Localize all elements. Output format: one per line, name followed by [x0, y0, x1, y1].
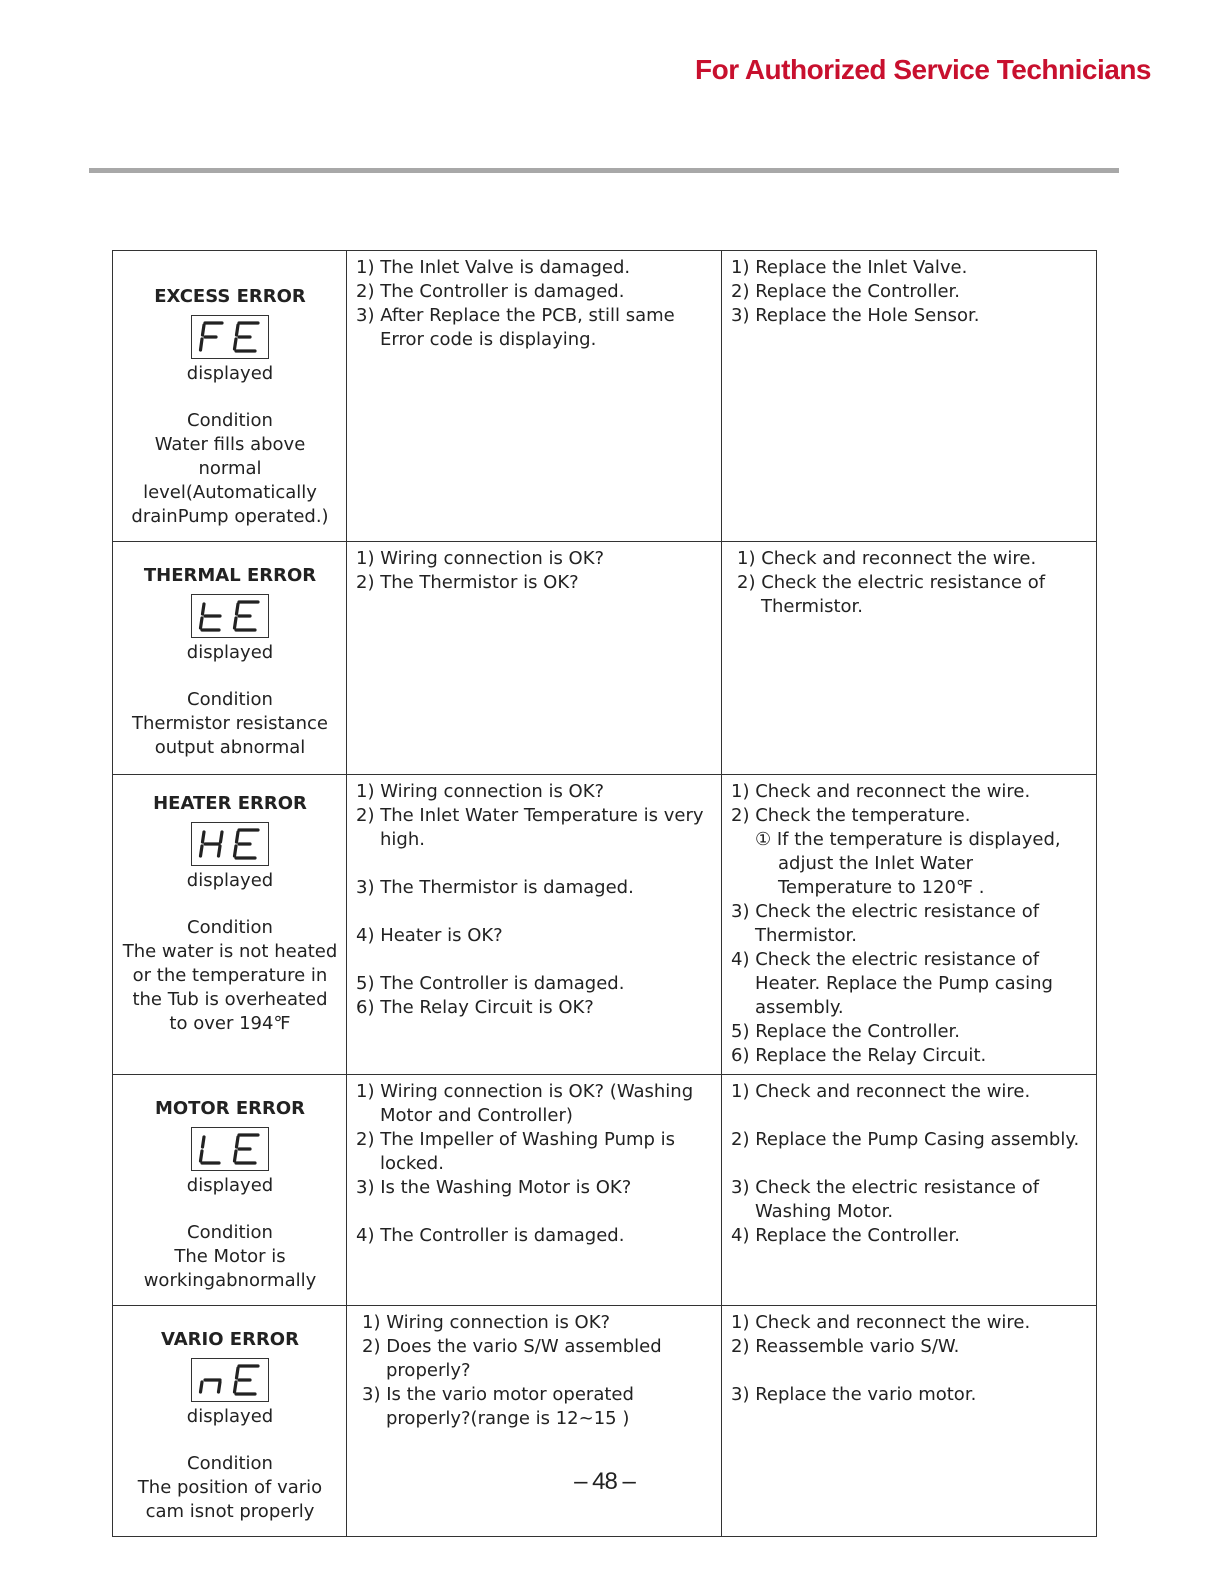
action-item: 1) Check and reconnect the wire. — [731, 1081, 1031, 1102]
cause-item: 3) Is the Washing Motor is OK? — [356, 1177, 632, 1198]
cause-item: 1) Wiring connection is OK? — [356, 548, 605, 569]
display-caption: displayed — [186, 1175, 274, 1196]
action-item: 3) Replace the Hole Sensor. — [731, 305, 980, 326]
condition-label: Condition — [187, 689, 273, 710]
condition-label: Condition — [187, 410, 273, 431]
display-caption: displayed — [186, 870, 274, 891]
cause-item: 2) The Controller is damaged. — [356, 281, 625, 302]
cause-item: 6) The Relay Circuit is OK? — [356, 997, 594, 1018]
action-item: 1) Check and reconnect the wire. — [737, 548, 1037, 569]
spacer — [731, 1104, 1088, 1128]
condition-text: Water fills above normal level(Automatically drainPump operated.) — [131, 434, 329, 527]
cause-item: 3) The Thermistor is damaged. — [356, 877, 634, 898]
seven-segment-display-icon — [191, 1358, 269, 1402]
troubleshooting-table — [112, 250, 1097, 1537]
condition-label: Condition — [187, 917, 273, 938]
cause-item: 2) The Impeller of Washing Pump is locked. — [356, 1129, 676, 1174]
action-cell — [722, 251, 1097, 542]
cause-item: 2) The Thermistor is OK? — [356, 572, 579, 593]
display-caption: displayed — [186, 1406, 274, 1427]
action-item: 2) Check the electric resistance of Thermistor. — [737, 572, 1046, 617]
action-item: 2) Replace the Controller. — [731, 281, 960, 302]
spacer — [731, 1359, 1088, 1383]
error-cell — [113, 775, 347, 1075]
action-item: 2) Replace the Pump Casing assembly. — [731, 1129, 1080, 1150]
error-cell — [113, 542, 347, 775]
error-title: HEATER ERROR — [153, 793, 307, 814]
cause-item: 2) The Inlet Water Temperature is very high. — [356, 805, 704, 850]
seven-segment-display-icon — [191, 594, 269, 638]
action-subitem: ① If the temperature is displayed, adjust the Inlet Water Temperature to 120℉ . — [755, 829, 1061, 898]
page-number: – 48 – — [574, 1468, 635, 1495]
spacer — [356, 948, 713, 972]
condition-text: The Motor is workingabnormally — [143, 1246, 317, 1291]
action-item: 2) Check the temperature. — [731, 805, 971, 826]
spacer — [356, 1200, 713, 1224]
error-title: VARIO ERROR — [161, 1329, 299, 1350]
action-item: 4) Check the electric resistance of Heater. Replace the Pump casing assembly. — [731, 949, 1053, 1018]
seven-segment-display-icon — [191, 1127, 269, 1171]
cause-item: 1) Wiring connection is OK? — [356, 781, 605, 802]
cause-item: 1) Wiring connection is OK? — [362, 1312, 611, 1333]
cause-item: 3) After Replace the PCB, still same Error code is displaying. — [356, 305, 675, 350]
action-cell — [722, 1306, 1097, 1537]
error-title: EXCESS ERROR — [154, 286, 306, 307]
cause-cell — [347, 775, 722, 1075]
condition-label: Condition — [187, 1453, 273, 1474]
action-item: 1) Check and reconnect the wire. — [731, 1312, 1031, 1333]
table-row — [113, 1075, 1097, 1306]
action-cell — [722, 775, 1097, 1075]
error-cell — [113, 1306, 347, 1537]
cause-item: 2) Does the vario S/W assembled properly? — [362, 1336, 662, 1381]
table-row — [113, 775, 1097, 1075]
action-cell — [722, 542, 1097, 775]
display-caption: displayed — [186, 363, 274, 384]
cause-item: 3) Is the vario motor operated properly?(range is 12~15 ) — [362, 1384, 634, 1429]
table-row — [113, 251, 1097, 542]
action-item: 3) Check the electric resistance of Thermistor. — [731, 901, 1040, 946]
action-item: 5) Replace the Controller. — [731, 1021, 960, 1042]
cause-cell — [347, 251, 722, 542]
error-title: THERMAL ERROR — [143, 565, 317, 586]
condition-text: The water is not heated or the temperature in the Tub is overheated to over 194℉ — [122, 941, 338, 1034]
table-row — [113, 1306, 1097, 1537]
page-header-title: For Authorized Service Technicians — [694, 54, 1151, 85]
action-cell — [722, 1075, 1097, 1306]
action-item: 2) Reassemble vario S/W. — [731, 1336, 960, 1357]
cause-item: 1) The Inlet Valve is damaged. — [356, 257, 631, 278]
error-cell — [113, 251, 347, 542]
cause-cell — [347, 542, 722, 775]
condition-text: The position of vario cam isnot properly — [137, 1477, 323, 1522]
display-caption: displayed — [186, 642, 274, 663]
cause-cell — [347, 1075, 722, 1306]
condition-label: Condition — [187, 1222, 273, 1243]
table-row — [113, 542, 1097, 775]
cause-item: 4) The Controller is damaged. — [356, 1225, 625, 1246]
action-item: 6) Replace the Relay Circuit. — [731, 1045, 987, 1066]
action-item: 1) Check and reconnect the wire. — [731, 781, 1031, 802]
seven-segment-display-icon — [191, 315, 269, 359]
cause-item: 1) Wiring connection is OK? (Washing Motor and Controller) — [356, 1081, 694, 1126]
cause-item: 5) The Controller is damaged. — [356, 973, 625, 994]
action-item: 1) Replace the Inlet Valve. — [731, 257, 968, 278]
spacer — [731, 1152, 1088, 1176]
seven-segment-display-icon — [191, 822, 269, 866]
error-cell — [113, 1075, 347, 1306]
action-item: 4) Replace the Controller. — [731, 1225, 960, 1246]
condition-text: Thermistor resistance output abnormal — [132, 713, 328, 758]
spacer — [356, 852, 713, 876]
cause-item: 4) Heater is OK? — [356, 925, 503, 946]
action-item: 3) Check the electric resistance of Washing Motor. — [731, 1177, 1040, 1222]
spacer — [356, 900, 713, 924]
cause-cell — [347, 1306, 722, 1537]
header-divider — [89, 168, 1119, 173]
error-title: MOTOR ERROR — [154, 1098, 306, 1119]
action-item: 3) Replace the vario motor. — [731, 1384, 977, 1405]
